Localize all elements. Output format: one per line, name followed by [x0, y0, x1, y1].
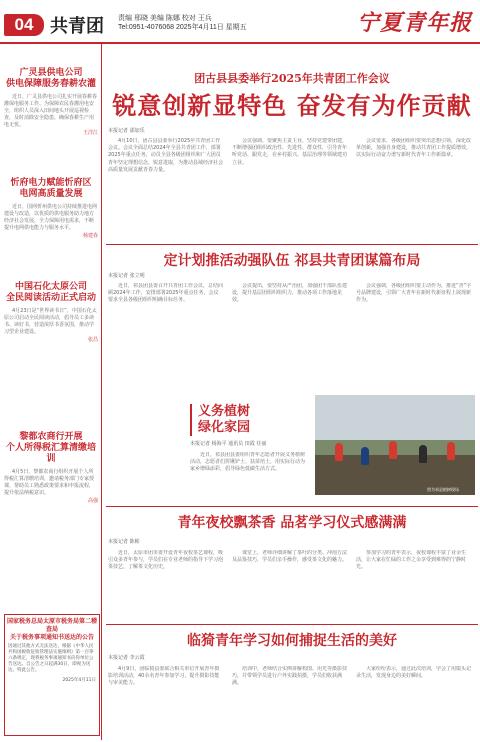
brief-text: 4月23日是“世界读书日”，中国石化太原公司启动全民阅读活动，倡导员工多读书、读好书，营造浓厚书香氛围，推动学习型企业建设。	[4, 308, 97, 335]
story5-body-col2: 培训中，老师结合实例讲解构图、用光等摄影技巧，并带领学员进行户外实践拍摄，学员们收获满满。	[232, 666, 347, 687]
story4-headline: 青年夜校飘茶香 品茗学习仪式感满满	[177, 515, 407, 531]
column-divider	[101, 44, 102, 740]
notice-title: 国家税务总局太原市税务局第二稽查局 关于税务事项通知书送达的公告	[6, 618, 97, 641]
story2-body-col2: 会议提出，要坚持从严治团，加强团干部队伍建设，提升基层团组织组织力，推动各项工作落地见效。	[232, 283, 347, 304]
masthead-logo: 宁夏青年报	[356, 10, 472, 36]
notice-date: 2025年4月11日	[62, 678, 96, 683]
left-brief-2	[4, 178, 98, 239]
divider	[106, 624, 478, 625]
brief-author: 张昌	[87, 337, 98, 343]
lead-kicker: 团古县县委举行2025年共青团工作会议	[194, 72, 390, 85]
left-brief-3	[4, 282, 98, 343]
lead-byline: 本报记者 邵加乐	[108, 128, 145, 134]
page-number: 04	[4, 14, 44, 36]
divider	[106, 244, 478, 245]
brief-author: 王洋江	[82, 130, 98, 136]
lead-headline: 锐意创新显特色 奋发有为作贡献	[112, 91, 472, 120]
story4-body-col2: 课堂上，老师详细讲解了茶叶的分类、冲泡方法及品鉴技巧，学员们亲手操作，感受茶文化的魅力。	[232, 550, 347, 564]
story4-body-col1: 近日，太原市团市委开设青年夜校茶艺课程，吸引众多青年参与，学员们在专业老师的指导下学习泡茶技艺，了解茶文化历史。	[108, 550, 223, 571]
brief-text: 近日，国网忻州供电公司持续推进电网建设与改造，以优质的供电服务助力地方经济社会发展，全力保障用电需求，不断提升电网供电能力与服务水平。	[4, 204, 98, 231]
volunteer-figure	[335, 443, 343, 461]
volunteer-figure	[389, 441, 397, 459]
left-brief-4	[4, 432, 98, 504]
tel-date-line: Tel:0951-4076068 2025年4月11日 星期五	[118, 24, 247, 31]
volunteer-figure	[447, 442, 455, 460]
brief-author: 高强	[87, 498, 98, 504]
story2-headline: 定计划推活动强队伍 祁县共青团谋篇布局	[163, 253, 421, 269]
section-title: 共青团	[50, 16, 104, 37]
notice-text: 因通过其他方式无法送达，根据《中华人民共和国税收征收管理法实施细则》第一百零六条规定，现将税务事项通知书向你单位公告送达。自公告之日起满30日，即视为送达。特此公告。	[8, 644, 94, 673]
lead-body-col1: 4月10日，团古县县委举行2025年共青团工作会议。会议全面总结2024年全县共青团工作，部署2025年重点任务，动员全县各级团组织和广大团员青年坚定理想信念，锐意进取，为推动县域经济社会高质量发展贡献青春力量。	[108, 138, 223, 173]
story3-body: 近日，祁县团县委组织青年志愿者开展义务植树活动，志愿者们挥锹铲土、扶苗培土，用实际行动为家乡增绿添彩，倡导绿色低碳生活方式。	[190, 452, 306, 473]
tree-planting-photo	[315, 395, 475, 495]
story3-headline: 义务植树 绿化家园	[190, 404, 278, 436]
volunteer-figure	[419, 445, 427, 463]
brief-title: 忻府电力赋能忻府区 电网高质量发展	[10, 178, 92, 199]
story2-byline: 本报记者 张立明	[108, 273, 145, 279]
story2-body-col3: 会议强调，各级团组织要主动作为，推进“青”字号品牌建设，引领广大青年在新时代新征程上展现新作为。	[356, 283, 472, 304]
editor-meta	[118, 14, 247, 32]
brief-author: 杨建春	[82, 233, 98, 239]
divider	[106, 506, 478, 507]
brief-title: 黎都农商行开展 个人所得税汇算清缴培训	[5, 432, 96, 464]
lead-body-col2: 会议强调，要聚焦主责主业，坚持党建带团建，不断增强团组织政治性、先进性、群众性，引导青年听党话、跟党走，在乡村振兴、基层治理等领域建功立业。	[232, 138, 347, 166]
tax-notice-box	[4, 614, 100, 736]
photo-caption: 图为祁县植树现场	[427, 487, 459, 492]
brief-title: 广灵县供电公司 供电保障服务春耕农灌	[5, 68, 96, 89]
story5-body-col1: 4月9日，团临猗县委联合相关单位开展青年摄影培训活动，40余名青年参加学习，提升摄影技能与审美能力。	[108, 666, 220, 687]
story4-byline: 本报记者 陈彬	[108, 539, 140, 545]
lead-body-col3: 会议要求，各级团组织要突出思想引领，深化改革创新，加强自身建设，推动共青团工作提质增效，以实际行动奋力谱写新时代青年工作新篇章。	[356, 138, 472, 159]
page-header	[0, 0, 480, 44]
story2-body-col1: 近日，祁县团县委召开共青团工作会议，总结回顾2024年工作，安排部署2025年重点任务，会议要求全县各级团组织明确目标任务。	[108, 283, 223, 304]
story5-headline: 临猗青年学习如何捕捉生活的美好	[187, 633, 397, 649]
story4-body-col3: 参加学习的青年表示，夜校课程丰富了业余生活，让大家在忙碌的工作之余享受到难得的宁静时光。	[356, 550, 467, 571]
story5-byline: 本报记者 李云霞	[108, 655, 145, 661]
story3-byline: 本报记者 杨海平 通讯员 田霞 任丽	[190, 441, 267, 447]
photo-sky	[315, 395, 475, 440]
story5-body-col3: 大家纷纷表示，通过此次培训，学会了用镜头记录生活，发现身边的美好瞬间。	[356, 666, 472, 680]
brief-title: 中国石化太原公司 全民阅读活动正式启动	[5, 282, 96, 303]
editor-line: 责编 邢晓 美编 陈娜 校对 王兵	[118, 15, 212, 22]
brief-text: 4月5日，黎都农商行组织开展个人所得税汇算清缴培训，邀请税务部门专家授课，帮助员工熟悉政策要求和申报流程，提升依法纳税意识。	[4, 469, 95, 496]
brief-text: 近日，广灵县供电公司扎实开展春耕春灌保电服务工作。为保障农民春灌用电安全，组织人员深入田间地头开展巡视检查，及时消除安全隐患，确保春耕生产用电无忧。	[4, 94, 98, 128]
left-brief-1	[4, 68, 98, 136]
volunteer-figure	[361, 447, 369, 465]
